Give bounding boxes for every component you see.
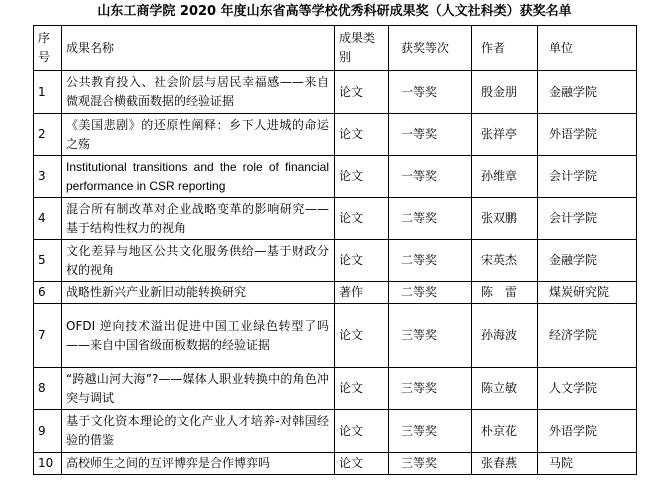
cell-type: 论文	[335, 198, 389, 240]
cell-unit: 经济学院	[538, 304, 637, 368]
cell-title: 《美国悲剧》的还原性阐释：乡下人进城的命运之殇	[62, 114, 335, 156]
header-no: 序号	[34, 26, 62, 71]
cell-title: 文化差异与地区公共文化服务供给—基于财政分权的视角	[62, 240, 335, 282]
cell-prize: 三等奖	[389, 453, 472, 475]
cell-type: 论文	[335, 304, 389, 368]
cell-no: 10	[34, 453, 62, 475]
cell-no: 4	[34, 198, 62, 240]
cell-type: 论文	[335, 410, 389, 453]
cell-author: 殷金朋	[472, 71, 538, 114]
cell-unit: 外语学院	[538, 410, 637, 453]
header-title: 成果名称	[62, 26, 335, 71]
cell-no: 2	[34, 114, 62, 156]
cell-title: 基于文化资本理论的文化产业人才培养-对韩国经验的借鉴	[62, 410, 335, 453]
cell-prize: 一等奖	[389, 71, 472, 114]
cell-prize: 二等奖	[389, 240, 472, 282]
document-title: 山东工商学院 2020 年度山东省高等学校优秀科研成果奖（人文社科类）获奖名单	[97, 4, 572, 19]
cell-type: 论文	[335, 240, 389, 282]
cell-author: 陈立敏	[472, 368, 538, 410]
cell-no: 5	[34, 240, 62, 282]
cell-unit: 会计学院	[538, 156, 637, 198]
cell-prize: 三等奖	[389, 304, 472, 368]
cell-unit: 外语学院	[538, 114, 637, 156]
header-unit: 单位	[538, 26, 637, 71]
table-row	[34, 304, 637, 368]
cell-prize: 三等奖	[389, 368, 472, 410]
cell-no: 6	[34, 282, 62, 304]
cell-no: 3	[34, 156, 62, 198]
cell-unit: 金融学院	[538, 71, 637, 114]
cell-title: “跨越山河大海”?——媒体人职业转换中的角色冲突与调试	[62, 368, 335, 410]
cell-title: 战略性新兴产业新旧动能转换研究	[62, 282, 335, 304]
cell-title: OFDI 逆向技术溢出促进中国工业绿色转型了吗——来自中国省级面板数据的经验证据	[62, 304, 335, 368]
cell-no: 8	[34, 368, 62, 410]
cell-author: 孙海波	[472, 304, 538, 368]
cell-prize: 二等奖	[389, 198, 472, 240]
cell-title: 混合所有制改革对企业战略变革的影响研究——基于结构性权力的视角	[62, 198, 335, 240]
table-row	[34, 114, 637, 156]
cell-title: Institutional transitions and the role of financial performance in CSR reporting	[62, 156, 335, 198]
table-row	[34, 410, 637, 453]
cell-unit: 煤炭研究院	[538, 282, 637, 304]
cell-title: 高校师生之间的互评博弈是合作博弈吗	[62, 453, 335, 475]
cell-type: 论文	[335, 71, 389, 114]
cell-unit: 金融学院	[538, 240, 637, 282]
cell-unit: 会计学院	[538, 198, 637, 240]
cell-unit: 人文学院	[538, 368, 637, 410]
cell-author: 陈 雷	[472, 282, 538, 304]
table-row	[34, 282, 637, 304]
header-prize: 获奖等次	[389, 26, 472, 71]
cell-title: 公共教育投入、社会阶层与居民幸福感——来自微观混合横截面数据的经验证据	[62, 71, 335, 114]
cell-type: 论文	[335, 114, 389, 156]
table-row	[34, 71, 637, 114]
cell-type: 论文	[335, 156, 389, 198]
cell-no: 7	[34, 304, 62, 368]
cell-prize: 三等奖	[389, 410, 472, 453]
cell-type: 著作	[335, 282, 389, 304]
awards-table	[33, 25, 637, 475]
cell-prize: 二等奖	[389, 282, 472, 304]
cell-author: 孙维章	[472, 156, 538, 198]
cell-author: 张双鹏	[472, 198, 538, 240]
cell-unit: 马院	[538, 453, 637, 475]
cell-author: 朴京花	[472, 410, 538, 453]
cell-author: 张春燕	[472, 453, 538, 475]
table-header-row	[34, 26, 637, 71]
table-row	[34, 453, 637, 475]
cell-no: 1	[34, 71, 62, 114]
cell-type: 论文	[335, 453, 389, 475]
cell-author: 宋英杰	[472, 240, 538, 282]
table-row	[34, 368, 637, 410]
table-row	[34, 156, 637, 198]
table-row	[34, 240, 637, 282]
cell-prize: 一等奖	[389, 156, 472, 198]
header-author: 作者	[472, 26, 538, 71]
table-row	[34, 198, 637, 240]
header-type: 成果类别	[335, 26, 389, 71]
cell-no: 9	[34, 410, 62, 453]
cell-prize: 一等奖	[389, 114, 472, 156]
cell-author: 张祥亭	[472, 114, 538, 156]
cell-type: 论文	[335, 368, 389, 410]
